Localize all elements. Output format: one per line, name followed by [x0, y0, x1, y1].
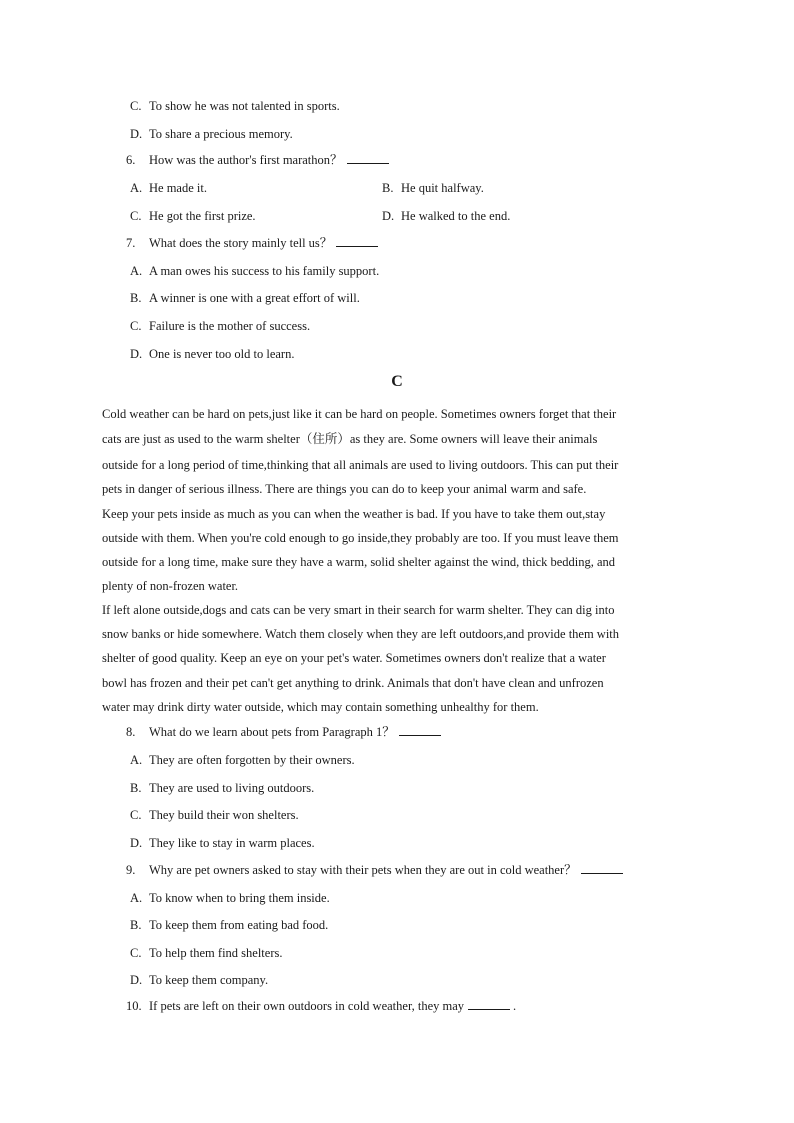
passage-line: Keep your pets inside as much as you can when the weather is bad. If you have to take them out,stay [102, 507, 606, 521]
q6-option-a: A. He made it. [130, 181, 207, 195]
question-10: 10. If pets are left on their own outdoors in cold weather, they may . [126, 999, 517, 1013]
answer-blank[interactable] [347, 152, 389, 164]
q9-option-b: B. To keep them from eating bad food. [130, 918, 329, 932]
q7-option-b: B. A winner is one with a great effort of will. [130, 291, 360, 305]
q6-option-d: D. He walked to the end. [382, 209, 511, 223]
q5-option-d: D. To share a precious memory. [130, 127, 293, 141]
q7-option-d: D. One is never too old to learn. [130, 347, 295, 361]
passage-line: bowl has frozen and their pet can't get anything to drink. Animals that don't have clean and unfrozen [102, 676, 604, 690]
q9-option-a: A. To know when to bring them inside. [130, 891, 330, 905]
passage-line: plenty of non-frozen water. [102, 579, 239, 593]
passage-line: pets in danger of serious illness. There are things you can do to keep your animal warm and safe. [102, 482, 587, 496]
answer-blank[interactable] [399, 724, 441, 736]
q8-option-b: B. They are used to living outdoors. [130, 781, 315, 795]
passage-line: outside for a long period of time,thinking that all animals are used to living outdoors. This can put their [102, 458, 619, 472]
q8-option-a: A. They are often forgotten by their owners. [130, 753, 355, 767]
passage-line: outside with them. When you're cold enough to go inside,they probably are too. If you must leave them [102, 531, 619, 545]
question-7: 7. What does the story mainly tell us？ [126, 235, 378, 251]
answer-blank[interactable] [336, 235, 378, 247]
passage-line: snow banks or hide somewhere. Watch them closely when they are left outdoors,and provide them with [102, 627, 620, 641]
answer-blank[interactable] [581, 862, 623, 874]
passage-line: Cold weather can be hard on pets,just like it can be hard on people. Sometimes owners forget that their [102, 407, 617, 421]
q7-option-c: C. Failure is the mother of success. [130, 319, 311, 333]
q9-option-c: C. To help them find shelters. [130, 946, 283, 960]
q5-option-c: C. To show he was not talented in sports. [130, 99, 340, 113]
q7-option-a: A. A man owes his success to his family support. [130, 264, 380, 278]
q8-option-d: D. They like to stay in warm places. [130, 836, 315, 850]
q6-option-c: C. He got the first prize. [130, 209, 256, 223]
q8-option-c: C. They build their won shelters. [130, 808, 299, 822]
passage-line: cats are just as used to the warm shelter（住所）as they are. Some owners will leave their animals [102, 432, 598, 446]
passage-line: If left alone outside,dogs and cats can be very smart in their search for warm shelter. They can dig into [102, 603, 615, 617]
passage-line: shelter of good quality. Keep an eye on your pet's water. Sometimes owners don't realize that a water [102, 651, 606, 665]
question-9: 9. Why are pet owners asked to stay with their pets when they are out in cold weather？ [126, 862, 623, 878]
section-title: C [391, 373, 403, 390]
passage-line: outside for a long time, make sure they have a warm, solid shelter against the wind, thick bedding, and [102, 555, 616, 569]
question-8: 8. What do we learn about pets from Paragraph 1？ [126, 724, 441, 740]
passage-line: water may drink dirty water outside, which may contain something unhealthy for them. [102, 700, 539, 714]
question-6: 6. How was the author's first marathon？ [126, 152, 389, 168]
answer-blank[interactable] [468, 998, 510, 1010]
q9-option-d: D. To keep them company. [130, 973, 269, 987]
q6-option-b: B. He quit halfway. [382, 181, 484, 195]
